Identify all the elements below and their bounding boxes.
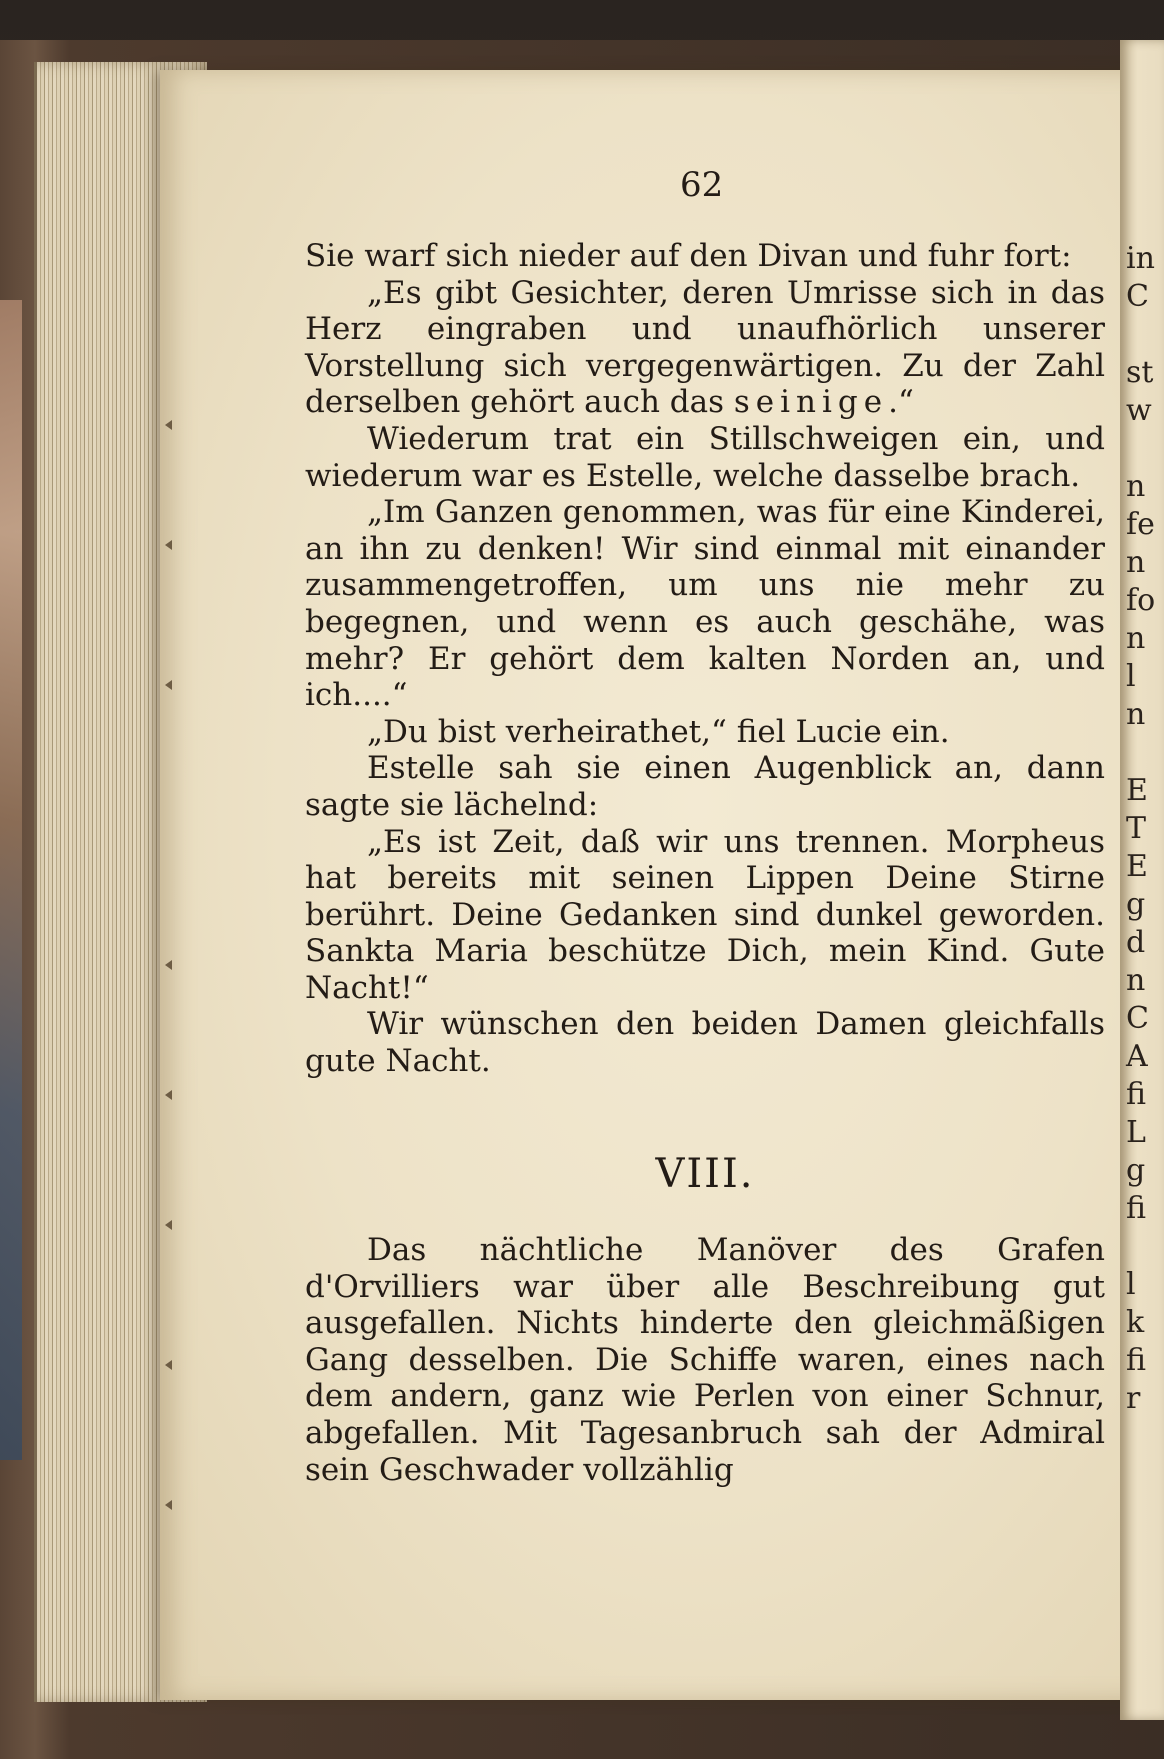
facing-page-glyph: n bbox=[1126, 469, 1146, 504]
cover-spine-edge bbox=[0, 300, 22, 1460]
margin-mark-icon bbox=[165, 680, 172, 690]
facing-page-glyph bbox=[1126, 430, 1164, 468]
paragraph: Das nächtliche Manöver des Grafen d'Orvilliers war über alle Beschreibung gut ausgefallen. Nichts hinderte den gleichmäßigen Gang desselben. Die Schiffe waren, eines nach dem andern, ganz wie Perlen von einer Schnur, abgefallen. Mit Tagesanbruch sah der Admiral sein Geschwader vollzählig bbox=[305, 1232, 1105, 1488]
facing-page-glyph: l bbox=[1126, 1267, 1136, 1302]
margin-mark-icon bbox=[165, 1220, 172, 1230]
facing-page-glyph: fi bbox=[1126, 1077, 1147, 1112]
facing-page-glyph: l bbox=[1126, 659, 1136, 694]
facing-page-glyph: fe bbox=[1126, 507, 1155, 542]
facing-page-glyph bbox=[1126, 734, 1164, 772]
paragraph: Sie warf sich nieder auf den Divan und fuhr fort: bbox=[305, 238, 1072, 274]
margin-mark-icon bbox=[165, 540, 172, 550]
spaced-word: seinige bbox=[733, 384, 889, 421]
facing-page-glyph: n bbox=[1126, 545, 1146, 580]
paragraph: Wiederum trat ein Stillschweigen ein, und wiederum war es Estelle, welche dasselbe brach. bbox=[305, 420, 1105, 494]
margin-mark-icon bbox=[165, 420, 172, 430]
facing-page-glyph: g bbox=[1126, 1153, 1146, 1188]
facing-page-glyph: A bbox=[1126, 1039, 1148, 1074]
facing-page-glyph: d bbox=[1126, 925, 1146, 960]
facing-page-glyph: n bbox=[1126, 621, 1146, 656]
facing-page-glyph: L bbox=[1126, 1115, 1146, 1150]
facing-page-glyph: fi bbox=[1126, 1191, 1147, 1226]
facing-page-glyph: C bbox=[1126, 279, 1149, 314]
paragraph: Wir wünschen den beiden Damen gleichfalls gute Nacht. bbox=[305, 1006, 1105, 1080]
facing-page-edge bbox=[1120, 40, 1164, 1720]
facing-page-glyph: r bbox=[1126, 1381, 1141, 1416]
margin-mark-icon bbox=[165, 1500, 172, 1510]
facing-page-glyph: n bbox=[1126, 963, 1146, 998]
facing-page-glyph: E bbox=[1126, 849, 1148, 884]
facing-page-glyph: fo bbox=[1126, 583, 1156, 618]
page-body bbox=[305, 238, 1105, 1488]
facing-page-glyph: n bbox=[1126, 697, 1146, 732]
page-number: 62 bbox=[680, 165, 724, 205]
facing-page-glyph: w bbox=[1126, 393, 1152, 428]
chapter-heading: VIII. bbox=[655, 1151, 755, 1197]
paragraph-text: „Es gibt Gesichter, deren Umrisse sich in das Herz eingraben und unaufhörlich unserer Vorstellung sich vergegenwärtigen. Zu der Zahl derselben gehört auch das bbox=[305, 274, 1105, 421]
chapter-body bbox=[305, 1232, 1105, 1488]
margin-mark-icon bbox=[165, 960, 172, 970]
facing-page-glyph: E bbox=[1126, 773, 1148, 808]
paragraph: Estelle sah sie einen Augenblick an, dann sagte sie lächelnd: bbox=[305, 750, 1105, 823]
facing-page-glyph: in bbox=[1126, 241, 1155, 276]
paragraph bbox=[305, 275, 1105, 421]
margin-mark-icon bbox=[165, 1360, 172, 1370]
paragraph: „Im Ganzen genommen, was für eine Kinderei, an ihn zu denken! Wir sind einmal mit einander zusammengetroffen, um uns nie mehr zu begegnen, und wenn es auch geschähe, was mehr? Er gehört dem kalten Norden an, und ich....“ bbox=[305, 494, 1105, 714]
facing-page-glyph: C bbox=[1126, 1001, 1149, 1036]
paragraph-end: .“ bbox=[888, 384, 914, 421]
paragraph: „Du bist verheirathet,“ fiel Lucie ein. bbox=[367, 713, 950, 750]
facing-page-glyph: k bbox=[1126, 1305, 1145, 1340]
facing-page-glyph: T bbox=[1126, 811, 1147, 846]
facing-page-glyph bbox=[1126, 316, 1164, 354]
facing-page-glyph: fi bbox=[1126, 1343, 1147, 1378]
facing-page-glyph: g bbox=[1126, 887, 1146, 922]
margin-mark-icon bbox=[165, 1090, 172, 1100]
facing-page-glyph: st bbox=[1126, 355, 1154, 390]
paragraph: „Es ist Zeit, daß wir uns trennen. Morpheus hat bereits mit seinen Lippen Deine Stirne berührt. Deine Gedanken sind dunkel geworden. Sankta Maria beschütze Dich, mein Kind. Gute Nacht!“ bbox=[305, 823, 1105, 1006]
facing-page-glyph bbox=[1126, 1228, 1164, 1266]
